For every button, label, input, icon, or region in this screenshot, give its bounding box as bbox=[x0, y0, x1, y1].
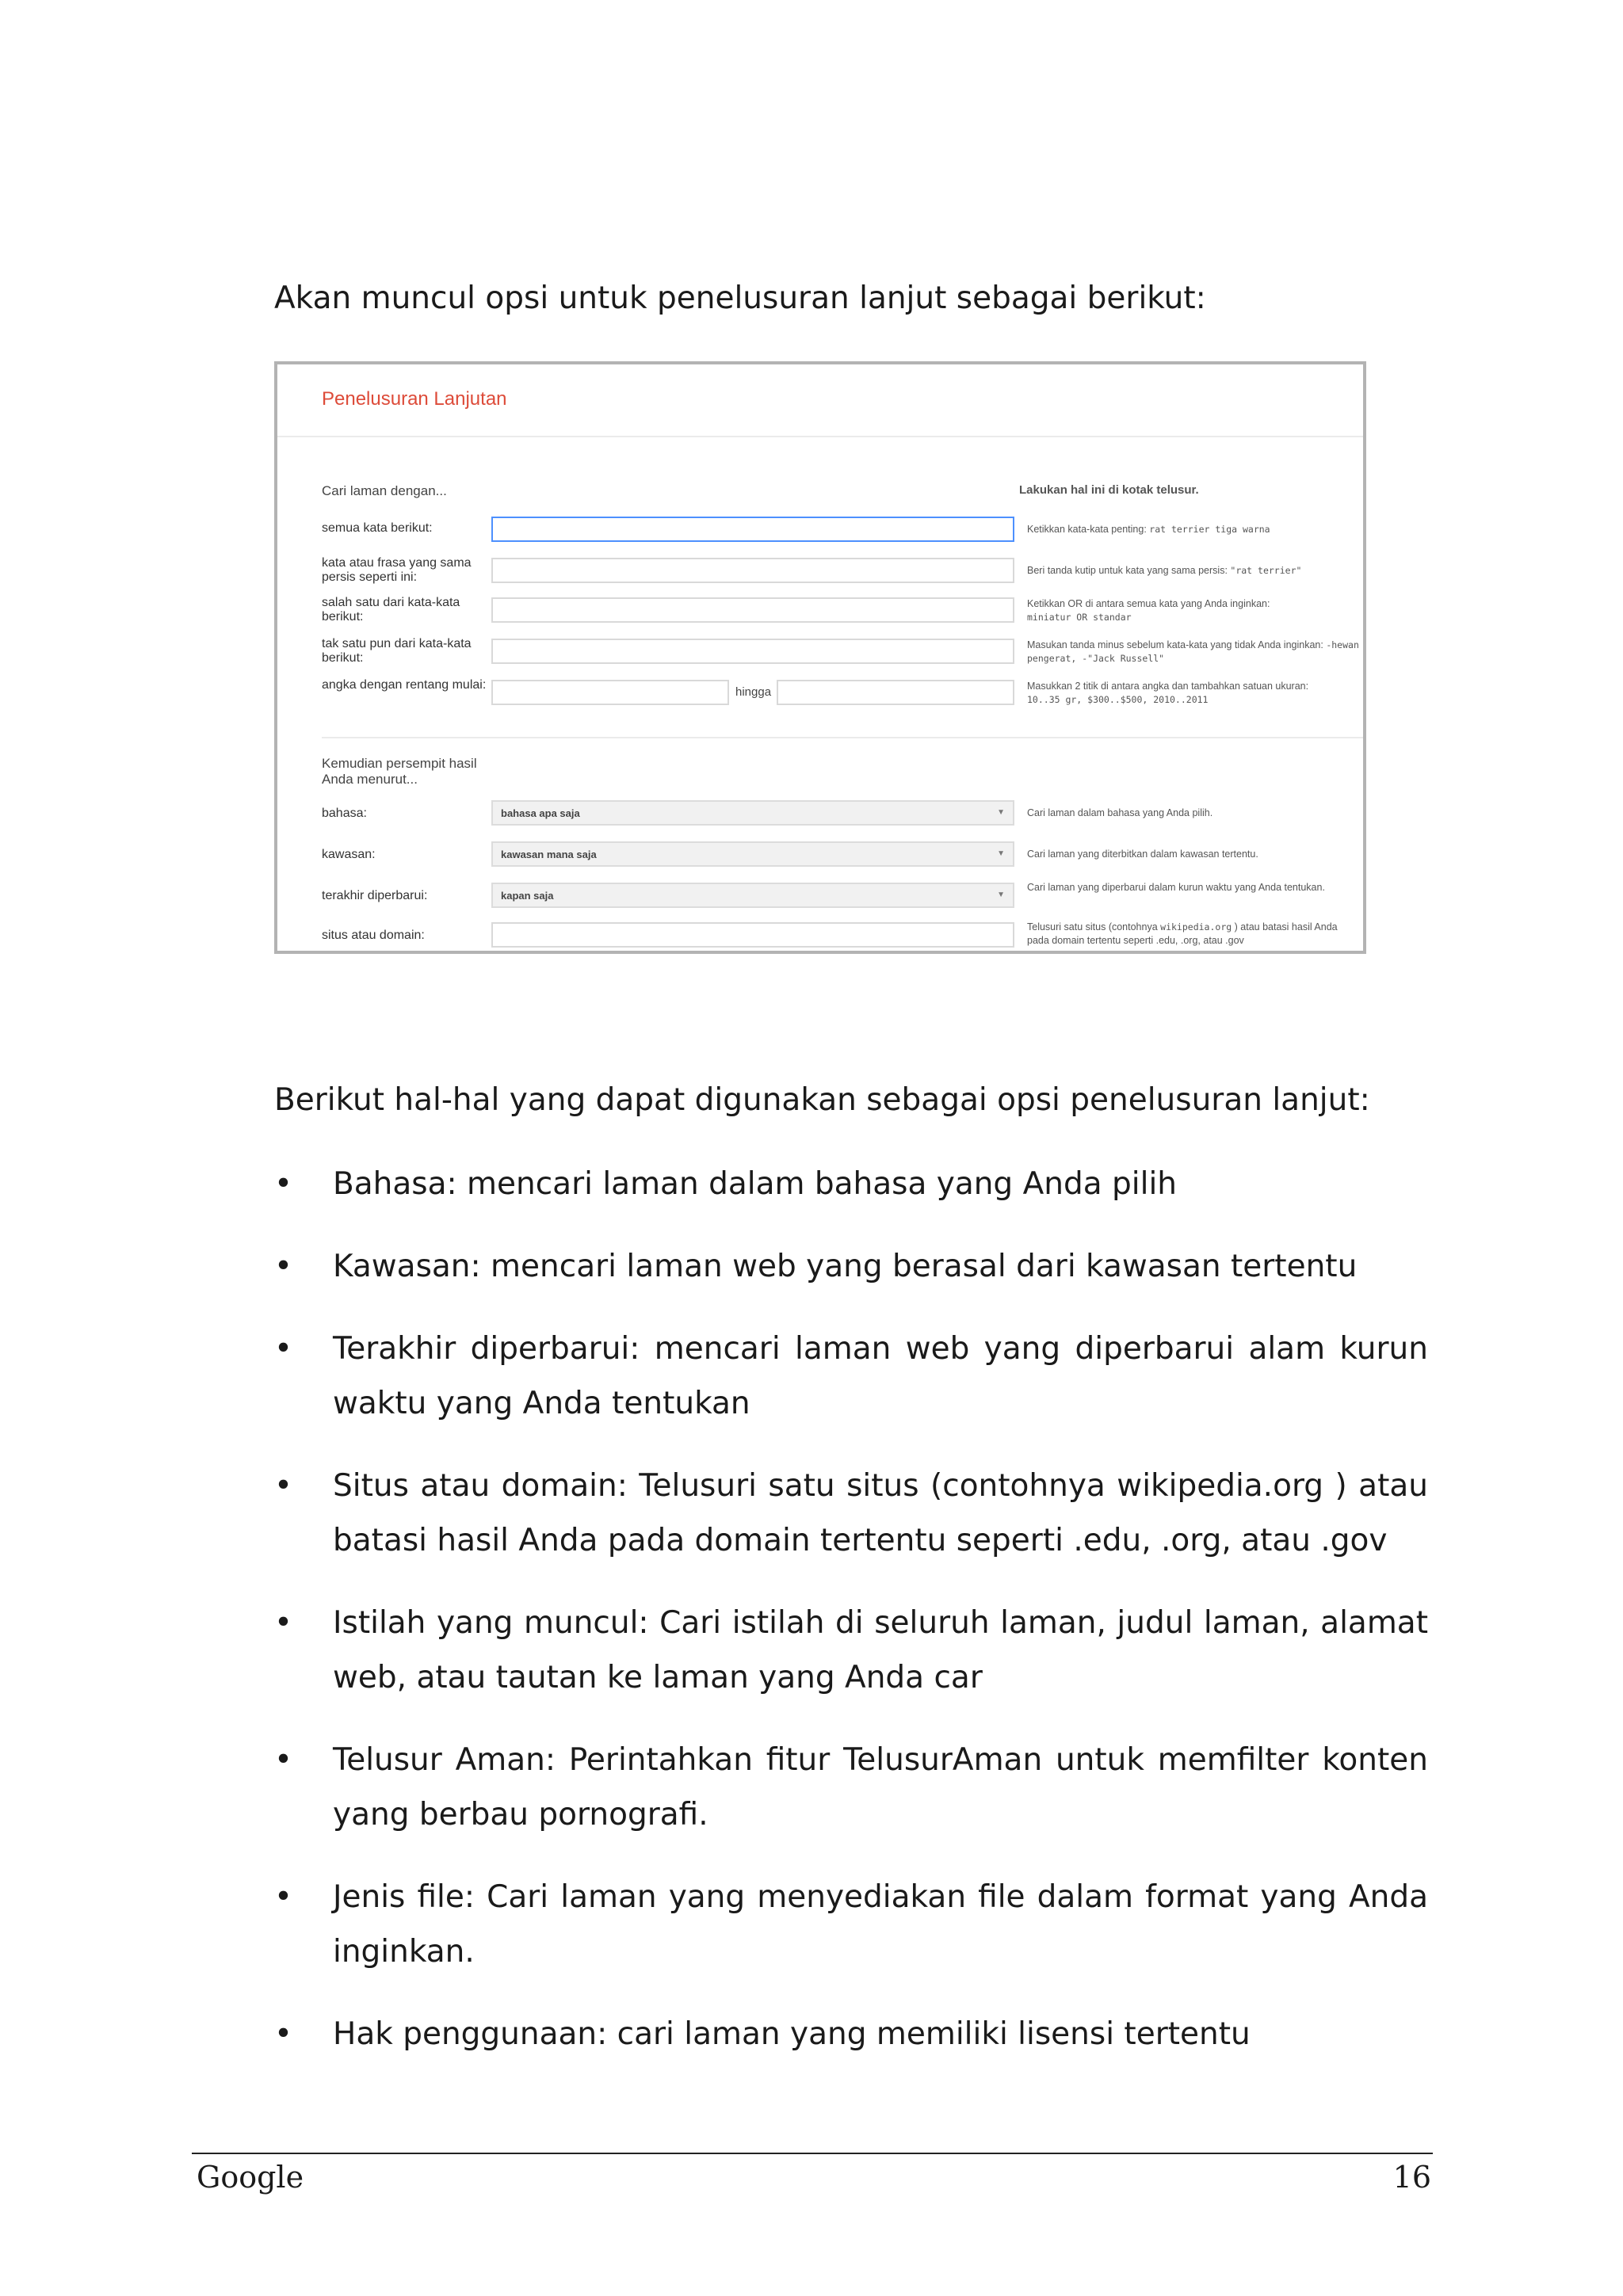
list-item: • Situs atau domain: Telusuri satu situs (contohnya wikipedia.org ) atau batasi hasil Anda pada domain tertentu seperti .edu, .org, atau .gov bbox=[274, 1459, 1428, 1568]
bullet-icon: • bbox=[274, 1468, 293, 1504]
exact-phrase-label: kata atau frasa yang sama persis seperti ini: bbox=[322, 556, 472, 584]
footer-title: Google bbox=[197, 2160, 304, 2195]
region-select[interactable]: kawasan mana saja ▼ bbox=[491, 841, 1014, 867]
list-item: • Kawasan: mencari laman web yang berasal dari kawasan tertentu bbox=[274, 1239, 1428, 1294]
site-domain-label: situs atau domain: bbox=[322, 929, 425, 942]
dropdown-arrow-icon: ▼ bbox=[997, 891, 1005, 899]
any-words-hint: Ketikkan OR di antara semua kata yang Anda inginkan: miniatur OR standar bbox=[1027, 598, 1270, 623]
dropdown-arrow-icon: ▼ bbox=[997, 808, 1005, 817]
any-words-label: salah satu dari kata-kata berikut: bbox=[322, 596, 460, 624]
footer-rule bbox=[192, 2153, 1433, 2154]
list-item: • Jenis file: Cari laman yang menyediakan file dalam format yang Anda inginkan. bbox=[274, 1870, 1428, 1979]
range-from-input[interactable] bbox=[491, 680, 729, 705]
exact-phrase-input[interactable] bbox=[491, 558, 1014, 583]
bullet-icon: • bbox=[274, 1879, 293, 1915]
last-update-label: terakhir diperbarui: bbox=[322, 889, 428, 902]
title-divider bbox=[277, 436, 1363, 437]
section-find-pages-label: Cari laman dengan... bbox=[322, 483, 447, 498]
language-label: bahasa: bbox=[322, 807, 367, 820]
all-words-input[interactable] bbox=[491, 517, 1014, 542]
options-heading: Berikut hal-hal yang dapat digunakan sebagai opsi penelusuran lanjut: bbox=[274, 1082, 1370, 1118]
number-range-label: angka dengan rentang mulai: bbox=[322, 678, 487, 692]
bullet-icon: • bbox=[274, 1249, 293, 1284]
region-hint: Cari laman yang diterbitkan dalam kawasan tertentu. bbox=[1027, 849, 1258, 860]
intro-paragraph: Akan muncul opsi untuk penelusuran lanjut sebagai berikut: bbox=[274, 280, 1206, 316]
region-label: kawasan: bbox=[322, 848, 376, 861]
site-domain-input[interactable] bbox=[491, 922, 1014, 948]
last-update-hint: Cari laman yang diperbarui dalam kurun waktu yang Anda tentukan. bbox=[1027, 882, 1325, 893]
last-update-select[interactable]: kapan saja ▼ bbox=[491, 883, 1014, 908]
list-item: • Telusur Aman: Perintahkan fitur TelusurAman untuk memfilter konten yang berbau pornografi. bbox=[274, 1733, 1428, 1842]
all-words-hint: Ketikkan kata-kata penting: rat terrier tiga warna bbox=[1027, 524, 1270, 535]
hint-heading: Lakukan hal ini di kotak telusur. bbox=[1019, 483, 1199, 497]
all-words-label: semua kata berikut: bbox=[322, 521, 433, 535]
section-narrow-label: Kemudian persempit hasil Anda menurut... bbox=[322, 756, 477, 787]
none-words-label: tak satu pun dari kata-kata berikut: bbox=[322, 637, 472, 665]
list-item: • Hak penggunaan: cari laman yang memiliki lisensi tertentu bbox=[274, 2007, 1428, 2061]
list-item: • Bahasa: mencari laman dalam bahasa yang Anda pilih bbox=[274, 1157, 1428, 1211]
bullet-icon: • bbox=[274, 1166, 293, 1202]
range-to-input[interactable] bbox=[777, 680, 1014, 705]
bullet-icon: • bbox=[274, 1605, 293, 1641]
site-domain-hint: Telusuri satu situs (contohnya wikipedia.org ) atau batasi hasil Anda pada domain tertentu seperti .edu, .org, atau .gov bbox=[1027, 921, 1338, 946]
range-to-label: hingga bbox=[735, 685, 772, 699]
options-list bbox=[274, 1157, 1428, 2089]
list-item: • Istilah yang muncul: Cari istilah di seluruh laman, judul laman, alamat web, atau tautan ke laman yang Anda car bbox=[274, 1596, 1428, 1705]
page-number: 16 bbox=[1392, 2160, 1431, 2195]
language-select[interactable]: bahasa apa saja ▼ bbox=[491, 800, 1014, 826]
any-words-input[interactable] bbox=[491, 597, 1014, 623]
none-words-input[interactable] bbox=[491, 639, 1014, 664]
exact-phrase-hint: Beri tanda kutip untuk kata yang sama persis: "rat terrier" bbox=[1027, 565, 1302, 576]
bullet-icon: • bbox=[274, 1331, 293, 1367]
bullet-icon: • bbox=[274, 2016, 293, 2052]
list-item: • Terakhir diperbarui: mencari laman web yang diperbarui alam kurun waktu yang Anda tentukan bbox=[274, 1322, 1428, 1431]
none-words-hint: Masukan tanda minus sebelum kata-kata yang tidak Anda inginkan: -hewan pengerat, -"Jack Russell" bbox=[1027, 639, 1359, 664]
language-hint: Cari laman dalam bahasa yang Anda pilih. bbox=[1027, 807, 1213, 818]
bullet-icon: • bbox=[274, 1742, 293, 1778]
section-divider bbox=[322, 737, 1363, 738]
advanced-search-title: Penelusuran Lanjutan bbox=[322, 388, 507, 410]
number-range-hint: Masukkan 2 titik di antara angka dan tambahkan satuan ukuran: 10..35 gr, $300..$500, 2010..2011 bbox=[1027, 681, 1309, 705]
advanced-search-screenshot bbox=[274, 361, 1366, 954]
dropdown-arrow-icon: ▼ bbox=[997, 849, 1005, 858]
